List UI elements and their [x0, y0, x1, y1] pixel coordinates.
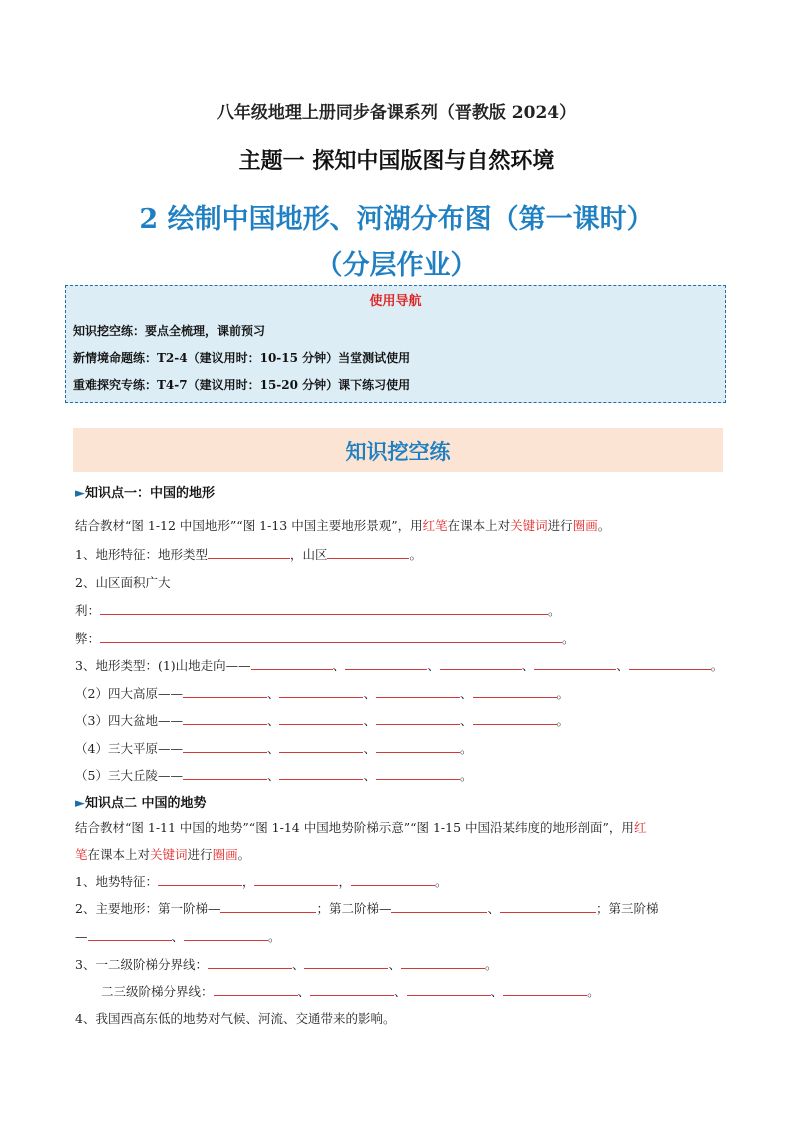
- usage-navigation-box: [65, 285, 726, 403]
- fill-blank[interactable]: [183, 711, 267, 725]
- fill-blank[interactable]: [376, 766, 460, 780]
- text: 。: [460, 741, 473, 756]
- fill-blank[interactable]: [391, 899, 487, 913]
- text: 。: [562, 631, 575, 646]
- kp1-heading-text: 知识点一：中国的地形: [85, 486, 216, 501]
- kp1-plateaus: [75, 684, 569, 702]
- fill-blank[interactable]: [407, 982, 491, 996]
- text: 、: [394, 984, 407, 999]
- fill-blank[interactable]: [376, 739, 460, 753]
- text: 。: [587, 984, 600, 999]
- text: 、: [266, 741, 280, 756]
- triangle-bullet-icon: ►: [75, 486, 85, 501]
- text: 进行: [187, 847, 213, 862]
- text: 。: [409, 547, 422, 562]
- fill-blank[interactable]: [310, 982, 394, 996]
- text: 、: [363, 713, 376, 728]
- fill-blank[interactable]: [220, 899, 316, 913]
- fill-blank[interactable]: [503, 982, 587, 996]
- text: 。: [597, 518, 611, 533]
- text: 。: [548, 603, 561, 618]
- text: 、: [460, 713, 473, 728]
- fill-blank[interactable]: [279, 711, 363, 725]
- text: ；第三阶梯: [596, 901, 659, 916]
- triangle-bullet-icon: ►: [75, 796, 85, 811]
- section-banner: [73, 428, 723, 472]
- text: （4）三大平原——: [75, 741, 183, 756]
- fill-blank[interactable]: [376, 711, 460, 725]
- layer-title: （分层作业）: [315, 250, 478, 281]
- text: 进行: [547, 518, 573, 533]
- text: 、: [521, 658, 535, 673]
- nav-title: 使用导航: [369, 294, 422, 309]
- kp1-q2: 2、山区面积广大: [75, 575, 171, 590]
- fill-blank[interactable]: [208, 955, 292, 969]
- text: 。: [460, 768, 473, 783]
- text: 、: [266, 713, 280, 728]
- text: 2、主要地形：第一阶梯—: [75, 901, 221, 916]
- text: 、: [363, 686, 376, 701]
- fill-blank[interactable]: [500, 899, 596, 913]
- series-title: 八年级地理上册同步备课系列（晋教版 2024）: [216, 103, 577, 123]
- fill-blank[interactable]: [254, 872, 338, 886]
- text: 、: [427, 658, 440, 673]
- text: 1、地势特征：: [75, 874, 158, 889]
- text: 。: [268, 929, 281, 944]
- fill-blank[interactable]: [88, 927, 172, 941]
- text: 弊：: [75, 631, 101, 646]
- fill-blank[interactable]: [473, 711, 557, 725]
- text: ，山区: [289, 547, 328, 562]
- text: 。: [237, 847, 251, 862]
- text: 。: [435, 874, 448, 889]
- fill-blank[interactable]: [100, 601, 548, 615]
- text: 、: [616, 658, 629, 673]
- text: 1、地形特征：地形类型: [75, 547, 208, 562]
- text: 二三级阶梯分界线：: [101, 984, 214, 999]
- text: 、: [460, 686, 473, 701]
- text: 。: [710, 658, 724, 673]
- text: 3、一二级阶梯分界线：: [75, 957, 208, 972]
- kp1-basins: [75, 711, 569, 729]
- red-keyword: 关键词: [150, 847, 188, 862]
- kp1-hills: [75, 766, 473, 784]
- fill-blank[interactable]: [345, 656, 427, 670]
- banner-title: 知识挖空练: [345, 439, 451, 464]
- red-keyword: 笔: [75, 847, 88, 862]
- kp1-q3: [75, 656, 723, 674]
- text: （5）三大丘陵——: [75, 768, 183, 783]
- fill-blank[interactable]: [183, 684, 267, 698]
- text: 、: [487, 901, 500, 916]
- text: 、: [363, 768, 376, 783]
- kp2-q3: [75, 955, 498, 973]
- text: 、: [332, 658, 346, 673]
- red-keyword: 红: [633, 820, 647, 835]
- kp1-bi: [75, 629, 575, 647]
- text: 、: [363, 741, 376, 756]
- fill-blank[interactable]: [534, 656, 616, 670]
- fill-blank[interactable]: [183, 766, 267, 780]
- fill-blank[interactable]: [208, 545, 290, 559]
- fill-blank[interactable]: [158, 872, 242, 886]
- fill-blank[interactable]: [327, 545, 409, 559]
- fill-blank[interactable]: [100, 629, 562, 643]
- fill-blank[interactable]: [440, 656, 522, 670]
- kp2-q1: [75, 872, 448, 890]
- text: 、: [266, 686, 280, 701]
- kp1-plains: [75, 739, 473, 757]
- red-keyword: 圈画: [572, 518, 598, 533]
- fill-blank[interactable]: [401, 955, 485, 969]
- fill-blank[interactable]: [304, 955, 388, 969]
- kp2-heading: [75, 792, 207, 811]
- text: 结合教材“图 1-11 中国的地势”“图 1-14 中国地势阶梯示意”“图 1-15 中国沿某纬度的地形剖面”，用: [75, 820, 634, 835]
- nav-line-3: 重难探究专练：T4-7（建议用时：15-20 分钟）课下练习使用: [73, 378, 411, 392]
- text: 、: [388, 957, 401, 972]
- kp2-q4: 4、我国西高东低的地势对气候、河流、交通带来的影响。: [75, 1011, 396, 1026]
- text: ，: [241, 874, 255, 889]
- fill-blank[interactable]: [279, 766, 363, 780]
- fill-blank[interactable]: [251, 656, 333, 670]
- text: 。: [556, 713, 570, 728]
- nav-line-2: 新情境命题练：T2-4（建议用时：10-15 分钟）当堂测试使用: [73, 351, 411, 365]
- kp2-heading-text: 知识点二 中国的地势: [85, 796, 207, 811]
- kp2-intro-2: [75, 845, 250, 863]
- text: 、: [266, 768, 280, 783]
- text: 、: [490, 984, 504, 999]
- fill-blank[interactable]: [351, 872, 435, 886]
- red-keyword: 圈画: [212, 847, 238, 862]
- lesson-title: 2 绘制中国地形、河湖分布图（第一课时）: [139, 204, 654, 235]
- text: 。: [485, 957, 498, 972]
- fill-blank[interactable]: [183, 739, 267, 753]
- text: （3）四大盆地——: [75, 713, 183, 728]
- text: 。: [556, 686, 570, 701]
- fill-blank[interactable]: [279, 739, 363, 753]
- kp1-heading: [75, 482, 215, 501]
- text: 在课本上对: [447, 518, 511, 533]
- theme-title: 主题一 探知中国版图与自然环境: [238, 149, 555, 174]
- fill-blank[interactable]: [184, 927, 268, 941]
- text: 、: [291, 957, 305, 972]
- fill-blank[interactable]: [629, 656, 711, 670]
- text: 利：: [75, 603, 101, 618]
- kp2-q2-cont: [75, 927, 281, 945]
- kp2-q2: [75, 899, 659, 917]
- kp1-intro: [75, 516, 610, 534]
- text: 3、地形类型：(1)山地走向——: [75, 658, 251, 673]
- kp1-q1: [75, 545, 422, 563]
- red-keyword: 关键词: [510, 518, 548, 533]
- text: 、: [297, 984, 311, 999]
- fill-blank[interactable]: [279, 684, 363, 698]
- fill-blank[interactable]: [376, 684, 460, 698]
- text: ，: [338, 874, 351, 889]
- fill-blank[interactable]: [214, 982, 298, 996]
- nav-line-1: 知识挖空练：要点全梳理，课前预习: [73, 324, 266, 338]
- text: 结合教材“图 1-12 中国地形”“图 1-13 中国主要地形景观”，用: [75, 518, 423, 533]
- kp1-li: [75, 601, 561, 619]
- kp2-intro-1: [75, 818, 646, 836]
- text: （2）四大高原——: [75, 686, 183, 701]
- red-keyword: 红笔: [422, 518, 448, 533]
- fill-blank[interactable]: [473, 684, 557, 698]
- text: 在课本上对: [87, 847, 151, 862]
- kp2-q3b: [101, 982, 600, 1000]
- text: ；第二阶梯—: [316, 901, 392, 916]
- text: —: [75, 929, 88, 944]
- text: 、: [171, 929, 185, 944]
